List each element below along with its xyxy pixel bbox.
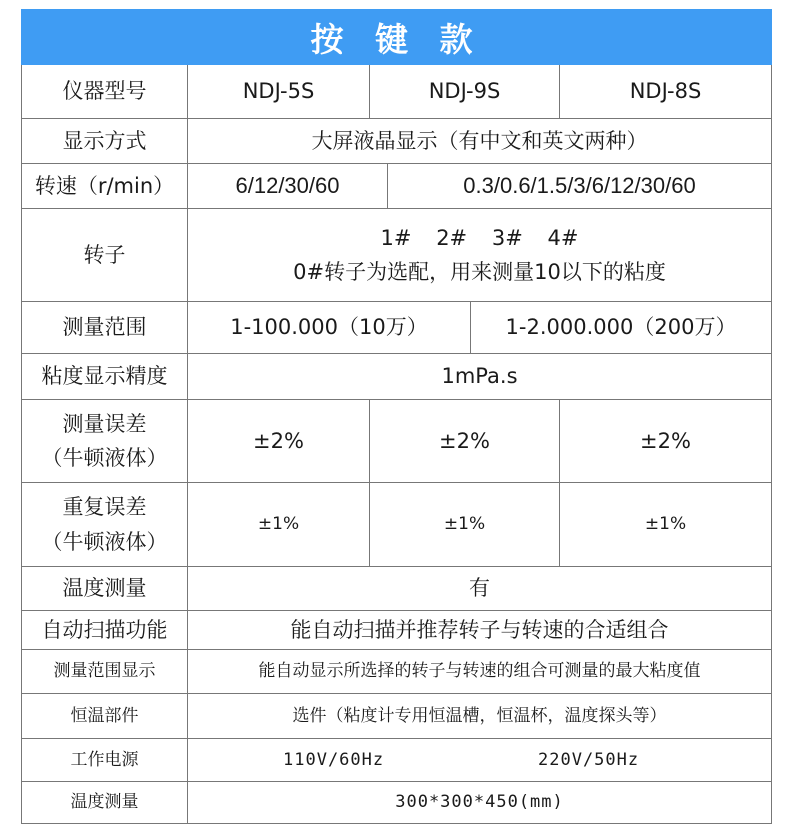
row-label-temp: 温度测量 bbox=[21, 567, 187, 611]
measure-error-9s: ±2% bbox=[369, 400, 559, 483]
row-label-measure-error bbox=[21, 400, 187, 483]
measure-error-5s: ±2% bbox=[187, 400, 369, 483]
range-display-value: 能自动显示所选择的转子与转速的组合可测量的最大粘度值 bbox=[187, 650, 772, 694]
range-value-1: 1-100.000（10万） bbox=[187, 302, 470, 354]
model-ndj5s: NDJ-5S bbox=[187, 65, 369, 119]
rotor-item: 3# bbox=[491, 225, 523, 250]
temp-value: 有 bbox=[187, 567, 772, 611]
row-label-speed: 转速（r/min） bbox=[21, 164, 187, 209]
repeat-error-5s: ±1% bbox=[187, 483, 369, 567]
model-ndj8s: NDJ-8S bbox=[559, 65, 772, 119]
spec-table bbox=[21, 65, 772, 824]
row-label-power: 工作电源 bbox=[21, 739, 187, 782]
row-label-model: 仪器型号 bbox=[21, 65, 187, 119]
size-value: 300*300*450(mm) bbox=[187, 782, 772, 824]
rotor-item: 4# bbox=[547, 225, 579, 250]
power-value bbox=[187, 739, 772, 782]
speed-value-low: 6/12/30/60 bbox=[187, 164, 387, 209]
row-label-size: 温度测量 bbox=[21, 782, 187, 824]
row-label-thermostat: 恒温部件 bbox=[21, 694, 187, 739]
display-value: 大屏液晶显示（有中文和英文两种） bbox=[187, 119, 772, 164]
row-label-range: 测量范围 bbox=[21, 302, 187, 354]
repeat-error-8s: ±1% bbox=[559, 483, 772, 567]
speed-value-full: 0.3/0.6/1.5/3/6/12/30/60 bbox=[387, 164, 772, 209]
power-value-110: 110V/60Hz bbox=[283, 749, 385, 770]
row-label-precision: 粘度显示精度 bbox=[21, 354, 187, 400]
row-label-range-display: 测量范围显示 bbox=[21, 650, 187, 694]
model-ndj9s: NDJ-9S bbox=[369, 65, 559, 119]
row-label-repeat-error bbox=[21, 483, 187, 567]
row-label-auto: 自动扫描功能 bbox=[21, 611, 187, 650]
repeat-error-label-line2: （牛顿液体） bbox=[41, 529, 168, 554]
repeat-error-label-line1: 重复误差 bbox=[62, 495, 147, 520]
thermostat-value: 选件（粘度计专用恒温槽，恒温杯，温度探头等） bbox=[187, 694, 772, 739]
rotor-value bbox=[187, 209, 772, 302]
repeat-error-9s: ±1% bbox=[369, 483, 559, 567]
rotor-list bbox=[381, 224, 579, 252]
measure-error-label-line1: 测量误差 bbox=[62, 411, 147, 436]
rotor-item: 2# bbox=[436, 225, 468, 250]
row-label-display: 显示方式 bbox=[21, 119, 187, 164]
measure-error-8s: ±2% bbox=[559, 400, 772, 483]
range-value-2: 1-2.000.000（200万） bbox=[470, 302, 772, 354]
measure-error-label-line2: （牛顿液体） bbox=[41, 446, 168, 470]
precision-value: 1mPa.s bbox=[187, 354, 772, 400]
rotor-item: 1# bbox=[380, 225, 412, 250]
row-label-rotor: 转子 bbox=[21, 209, 187, 302]
table-title: 按 键 款 bbox=[21, 9, 772, 65]
auto-value: 能自动扫描并推荐转子与转速的合适组合 bbox=[187, 611, 772, 650]
power-value-220: 220V/50Hz bbox=[538, 749, 640, 770]
rotor-note: 0#转子为选配，用来测量10以下的粘度 bbox=[293, 260, 666, 284]
